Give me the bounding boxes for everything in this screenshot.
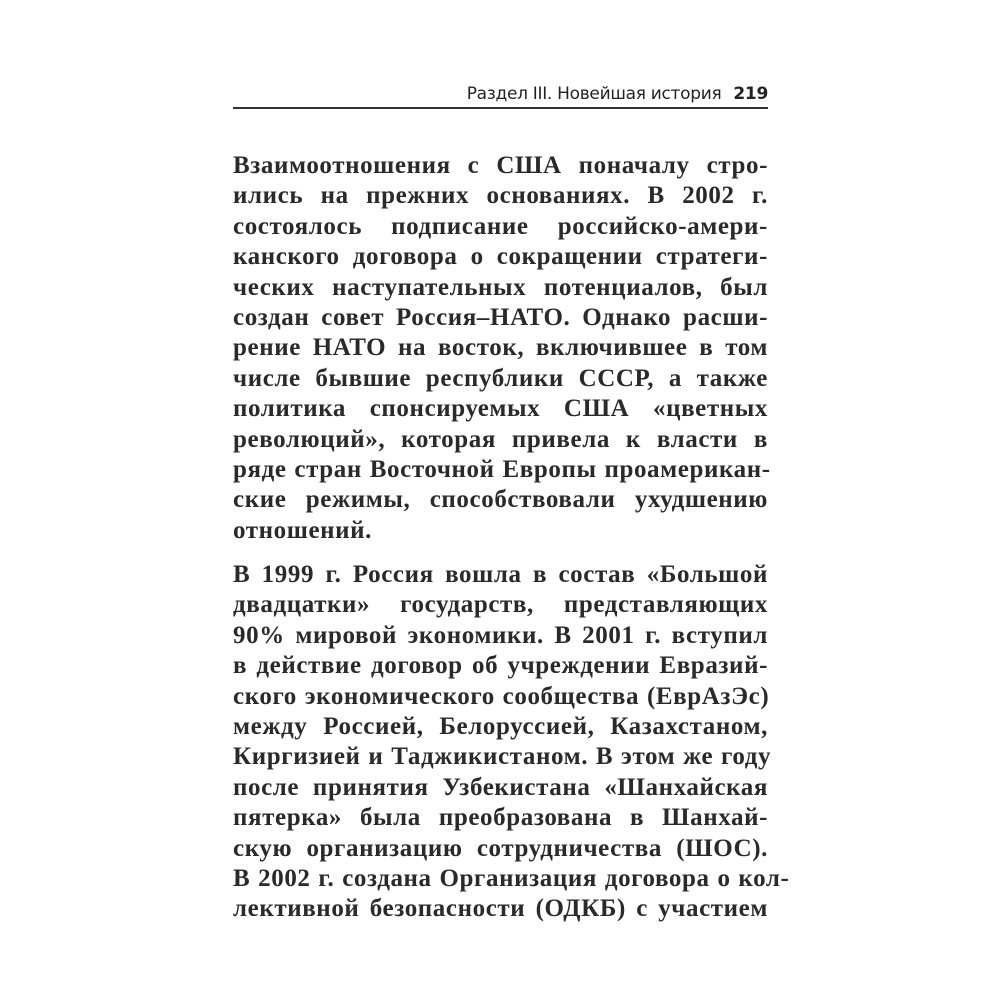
text-line: Киргизией и Таджикистаном. В этом же году	[233, 743, 772, 771]
section-title: Раздел III. Новейшая история	[466, 84, 722, 104]
text-line: В 2002 г. создана Организация договора о кол-	[233, 864, 790, 892]
text-line: ряде стран Восточной Европы проамерикан-	[233, 455, 771, 483]
paragraph-1	[233, 151, 771, 546]
text-line: скую организацию сотрудничества (ШОС).	[233, 834, 768, 862]
page-number: 219	[733, 84, 768, 104]
text-line: отношений.	[233, 516, 373, 544]
text-line: ческих наступательных потенциалов, был	[233, 273, 768, 301]
text-line: лективной безопасности (ОДКБ) с участием	[233, 895, 768, 923]
text-line: между Россией, Белоруссией, Казахстаном,	[233, 712, 768, 740]
text-line: рение НАТО на восток, включившее в том	[233, 334, 768, 362]
text-line: в действие договор об учреждении Евразий-	[233, 652, 768, 680]
text-line: двадцатки» государств, представляющих	[233, 591, 768, 619]
text-line: политика спонсируемых США «цветных	[233, 395, 768, 423]
running-header	[233, 84, 768, 108]
text-line: ились на прежних основаниях. В 2002 г.	[233, 182, 768, 210]
text-line: ские режимы, способствовали ухудшению	[233, 486, 768, 514]
text-line: В 1999 г. Россия вошла в состав «Большой	[233, 561, 768, 588]
text-line: числе бывшие республики СССР, а также	[233, 364, 768, 392]
text-line: создан совет Россия–НАТО. Однако расши-	[233, 303, 768, 331]
text-line: революций», которая привела к власти в	[233, 425, 768, 453]
header-rule	[233, 107, 768, 109]
text-line: канского договора о сокращении стратеги-	[233, 243, 768, 271]
text-line: после принятия Узбекистана «Шанхайская	[233, 773, 768, 801]
text-line: состоялось подписание российско-амери-	[233, 212, 768, 240]
text-line: 90% мировой экономики. В 2001 г. вступил	[233, 621, 768, 649]
text-line: ского экономического сообщества (ЕврАзЭс)	[233, 682, 770, 710]
text-line: пятерка» была преобразована в Шанхай-	[233, 804, 768, 832]
text-line: Взаимоотношения с США поначалу стро-	[233, 152, 768, 179]
paragraph-2	[233, 560, 790, 925]
